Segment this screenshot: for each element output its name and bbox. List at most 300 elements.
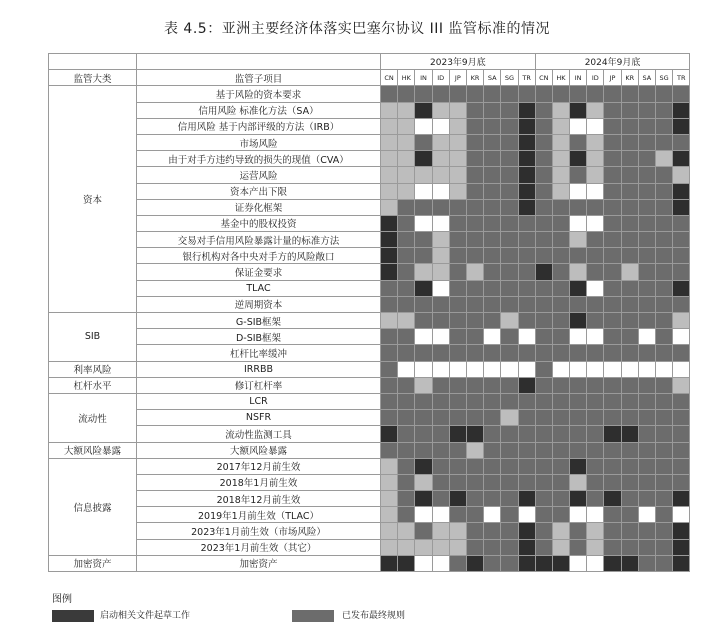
status-cell — [673, 426, 690, 442]
status-cell — [552, 361, 569, 377]
status-cell — [638, 248, 655, 264]
status-cell — [535, 313, 552, 329]
status-cell — [466, 199, 483, 215]
status-cell — [449, 167, 466, 183]
status-cell — [484, 183, 501, 199]
country-header: SG — [501, 70, 518, 86]
status-cell — [570, 539, 587, 555]
item-cell: 基于风险的资本要求 — [137, 86, 381, 102]
table-row — [49, 393, 690, 409]
status-cell — [570, 361, 587, 377]
status-cell — [398, 248, 415, 264]
status-cell — [621, 361, 638, 377]
status-cell — [484, 393, 501, 409]
status-cell — [604, 118, 621, 134]
country-header: TR — [673, 70, 690, 86]
status-cell — [466, 426, 483, 442]
status-cell — [501, 102, 518, 118]
table-row — [49, 426, 690, 442]
status-cell — [432, 539, 449, 555]
status-cell — [535, 86, 552, 102]
status-cell — [484, 377, 501, 393]
status-cell — [570, 151, 587, 167]
status-cell — [587, 199, 604, 215]
status-cell — [518, 523, 535, 539]
status-cell — [604, 134, 621, 150]
status-cell — [398, 167, 415, 183]
status-cell — [501, 280, 518, 296]
status-cell — [621, 410, 638, 426]
status-cell — [570, 507, 587, 523]
status-cell — [381, 442, 398, 458]
status-cell — [466, 491, 483, 507]
status-cell — [398, 329, 415, 345]
status-cell — [501, 264, 518, 280]
table-row — [49, 118, 690, 134]
table-row — [49, 539, 690, 555]
status-cell — [535, 134, 552, 150]
status-cell — [535, 280, 552, 296]
status-cell — [638, 151, 655, 167]
status-cell — [638, 442, 655, 458]
status-cell — [673, 442, 690, 458]
status-cell — [381, 458, 398, 474]
status-cell — [570, 102, 587, 118]
country-header: SG — [656, 70, 673, 86]
status-cell — [398, 183, 415, 199]
status-cell — [656, 86, 673, 102]
status-cell — [466, 167, 483, 183]
status-cell — [484, 491, 501, 507]
status-cell — [604, 393, 621, 409]
item-cell: 保证金要求 — [137, 264, 381, 280]
status-cell — [552, 377, 569, 393]
country-header: CN — [381, 70, 398, 86]
status-cell — [432, 280, 449, 296]
status-cell — [535, 555, 552, 571]
country-header: ID — [587, 70, 604, 86]
status-cell — [466, 474, 483, 490]
status-cell — [570, 474, 587, 490]
status-cell — [398, 280, 415, 296]
status-cell — [535, 507, 552, 523]
status-cell — [415, 183, 432, 199]
status-cell — [449, 507, 466, 523]
status-cell — [415, 134, 432, 150]
status-cell — [621, 296, 638, 312]
status-cell — [501, 377, 518, 393]
status-cell — [432, 393, 449, 409]
status-cell — [673, 118, 690, 134]
status-cell — [432, 507, 449, 523]
table-row — [49, 377, 690, 393]
table-row — [49, 183, 690, 199]
status-cell — [621, 377, 638, 393]
status-cell — [673, 167, 690, 183]
item-cell: 2017年12月前生效 — [137, 458, 381, 474]
status-cell — [501, 183, 518, 199]
status-cell — [656, 151, 673, 167]
status-cell — [656, 507, 673, 523]
status-cell — [381, 474, 398, 490]
status-cell — [673, 523, 690, 539]
status-cell — [621, 280, 638, 296]
status-cell — [484, 507, 501, 523]
status-cell — [656, 393, 673, 409]
table-row — [49, 507, 690, 523]
status-cell — [587, 215, 604, 231]
status-cell — [535, 458, 552, 474]
status-cell — [449, 329, 466, 345]
status-cell — [673, 248, 690, 264]
item-cell: 2023年1月前生效（其它） — [137, 539, 381, 555]
status-cell — [604, 491, 621, 507]
status-cell — [638, 199, 655, 215]
item-cell: 杠杆比率缓冲 — [137, 345, 381, 361]
status-cell — [398, 151, 415, 167]
status-cell — [381, 264, 398, 280]
status-cell — [484, 215, 501, 231]
status-cell — [398, 491, 415, 507]
status-cell — [673, 458, 690, 474]
status-cell — [656, 361, 673, 377]
status-cell — [466, 345, 483, 361]
status-cell — [621, 523, 638, 539]
status-cell — [432, 442, 449, 458]
status-cell — [415, 361, 432, 377]
status-cell — [535, 232, 552, 248]
status-cell — [398, 199, 415, 215]
status-cell — [466, 442, 483, 458]
status-cell — [604, 215, 621, 231]
table-row — [49, 264, 690, 280]
status-cell — [381, 183, 398, 199]
status-cell — [484, 102, 501, 118]
status-cell — [638, 555, 655, 571]
status-cell — [415, 264, 432, 280]
table-row — [49, 199, 690, 215]
status-cell — [398, 555, 415, 571]
status-cell — [656, 296, 673, 312]
status-cell — [656, 410, 673, 426]
column-header-row — [49, 70, 690, 86]
status-cell — [604, 442, 621, 458]
status-cell — [552, 248, 569, 264]
status-cell — [449, 118, 466, 134]
status-cell — [518, 118, 535, 134]
status-cell — [466, 329, 483, 345]
status-cell — [381, 167, 398, 183]
status-cell — [501, 410, 518, 426]
status-cell — [415, 248, 432, 264]
status-cell — [673, 215, 690, 231]
status-cell — [518, 199, 535, 215]
status-cell — [484, 555, 501, 571]
status-cell — [638, 118, 655, 134]
table-row — [49, 232, 690, 248]
status-cell — [381, 313, 398, 329]
status-cell — [398, 523, 415, 539]
status-cell — [621, 329, 638, 345]
status-cell — [604, 232, 621, 248]
status-cell — [449, 523, 466, 539]
status-cell — [570, 280, 587, 296]
status-cell — [466, 183, 483, 199]
status-cell — [604, 329, 621, 345]
status-cell — [570, 345, 587, 361]
status-cell — [621, 118, 638, 134]
status-cell — [638, 345, 655, 361]
status-cell — [673, 134, 690, 150]
status-cell — [466, 458, 483, 474]
status-cell — [656, 134, 673, 150]
status-cell — [518, 102, 535, 118]
status-cell — [501, 329, 518, 345]
status-cell — [621, 491, 638, 507]
status-cell — [552, 151, 569, 167]
table-row — [49, 134, 690, 150]
status-cell — [638, 458, 655, 474]
status-cell — [466, 86, 483, 102]
status-cell — [432, 183, 449, 199]
status-cell — [570, 458, 587, 474]
status-cell — [535, 361, 552, 377]
status-cell — [415, 215, 432, 231]
status-cell — [466, 361, 483, 377]
table-row — [49, 361, 690, 377]
status-cell — [398, 296, 415, 312]
status-cell — [501, 539, 518, 555]
status-cell — [587, 329, 604, 345]
status-cell — [621, 151, 638, 167]
status-cell — [673, 474, 690, 490]
legend-label-final: 已发布最终规则 — [342, 611, 406, 621]
status-cell — [552, 410, 569, 426]
status-cell — [449, 183, 466, 199]
status-cell — [570, 377, 587, 393]
status-cell — [518, 151, 535, 167]
country-header: JP — [449, 70, 466, 86]
status-cell — [415, 491, 432, 507]
table-row — [49, 345, 690, 361]
status-cell — [587, 102, 604, 118]
item-cell: 信用风险 标准化方法（SA） — [137, 102, 381, 118]
status-cell — [535, 199, 552, 215]
status-cell — [466, 539, 483, 555]
status-cell — [466, 296, 483, 312]
status-cell — [587, 167, 604, 183]
status-cell — [587, 134, 604, 150]
status-cell — [621, 313, 638, 329]
item-cell: 运营风险 — [137, 167, 381, 183]
status-cell — [432, 426, 449, 442]
status-cell — [381, 426, 398, 442]
item-cell: 2019年1月前生效（TLAC） — [137, 507, 381, 523]
status-cell — [656, 215, 673, 231]
status-cell — [656, 280, 673, 296]
implementation-table — [48, 53, 690, 572]
status-cell — [621, 215, 638, 231]
category-header: 监管大类 — [49, 70, 137, 86]
status-cell — [518, 86, 535, 102]
status-cell — [604, 539, 621, 555]
status-cell — [484, 280, 501, 296]
status-cell — [415, 523, 432, 539]
status-cell — [449, 474, 466, 490]
status-cell — [621, 442, 638, 458]
status-cell — [570, 199, 587, 215]
status-cell — [466, 248, 483, 264]
status-cell — [501, 426, 518, 442]
status-cell — [604, 410, 621, 426]
status-cell — [432, 458, 449, 474]
status-cell — [673, 393, 690, 409]
status-cell — [638, 410, 655, 426]
status-cell — [570, 491, 587, 507]
status-cell — [587, 377, 604, 393]
item-cell: 流动性监测工具 — [137, 426, 381, 442]
item-cell: D-SIB框架 — [137, 329, 381, 345]
status-cell — [570, 426, 587, 442]
item-cell: 2023年1月前生效（市场风险） — [137, 523, 381, 539]
table-row — [49, 296, 690, 312]
item-cell: 信用风险 基于内部评级的方法（IRB） — [137, 118, 381, 134]
status-cell — [518, 361, 535, 377]
status-cell — [535, 491, 552, 507]
status-cell — [518, 458, 535, 474]
status-cell — [432, 474, 449, 490]
status-cell — [552, 167, 569, 183]
status-cell — [535, 377, 552, 393]
table-row — [49, 491, 690, 507]
status-cell — [381, 86, 398, 102]
item-cell: IRRBB — [137, 361, 381, 377]
status-cell — [587, 442, 604, 458]
status-cell — [570, 167, 587, 183]
status-cell — [535, 393, 552, 409]
status-cell — [673, 232, 690, 248]
status-cell — [381, 280, 398, 296]
status-cell — [604, 377, 621, 393]
status-cell — [638, 134, 655, 150]
status-cell — [415, 232, 432, 248]
item-cell: 2018年1月前生效 — [137, 474, 381, 490]
category-cell: 杠杆水平 — [49, 377, 137, 393]
status-cell — [415, 280, 432, 296]
status-cell — [466, 118, 483, 134]
status-cell — [518, 134, 535, 150]
status-cell — [552, 232, 569, 248]
status-cell — [673, 264, 690, 280]
status-cell — [570, 183, 587, 199]
status-cell — [501, 507, 518, 523]
status-cell — [535, 523, 552, 539]
status-cell — [552, 296, 569, 312]
status-cell — [587, 280, 604, 296]
item-cell: 由于对手方违约导致的损失的现值（CVA） — [137, 151, 381, 167]
blank-header — [49, 54, 137, 70]
status-cell — [656, 491, 673, 507]
status-cell — [484, 539, 501, 555]
category-cell: 信息披露 — [49, 458, 137, 555]
country-header: HK — [552, 70, 569, 86]
status-cell — [432, 102, 449, 118]
country-header: JP — [604, 70, 621, 86]
status-cell — [398, 377, 415, 393]
status-cell — [432, 377, 449, 393]
status-cell — [518, 474, 535, 490]
status-cell — [501, 361, 518, 377]
status-cell — [638, 361, 655, 377]
table-row — [49, 151, 690, 167]
status-cell — [501, 215, 518, 231]
status-cell — [449, 345, 466, 361]
status-cell — [415, 539, 432, 555]
status-cell — [415, 118, 432, 134]
status-cell — [587, 458, 604, 474]
status-cell — [449, 264, 466, 280]
status-cell — [552, 215, 569, 231]
status-cell — [415, 474, 432, 490]
status-cell — [673, 86, 690, 102]
status-cell — [638, 280, 655, 296]
status-cell — [604, 183, 621, 199]
table-row — [49, 280, 690, 296]
status-cell — [484, 329, 501, 345]
status-cell — [415, 313, 432, 329]
status-cell — [587, 313, 604, 329]
status-cell — [638, 474, 655, 490]
status-cell — [638, 296, 655, 312]
status-cell — [501, 86, 518, 102]
status-cell — [518, 280, 535, 296]
status-cell — [552, 523, 569, 539]
status-cell — [638, 329, 655, 345]
status-cell — [656, 118, 673, 134]
status-cell — [415, 393, 432, 409]
status-cell — [398, 134, 415, 150]
status-cell — [656, 474, 673, 490]
status-cell — [449, 151, 466, 167]
status-cell — [638, 232, 655, 248]
status-cell — [415, 329, 432, 345]
status-cell — [535, 426, 552, 442]
status-cell — [518, 442, 535, 458]
status-cell — [587, 507, 604, 523]
status-cell — [621, 102, 638, 118]
status-cell — [432, 118, 449, 134]
status-cell — [381, 491, 398, 507]
country-header: IN — [415, 70, 432, 86]
status-cell — [381, 555, 398, 571]
status-cell — [535, 151, 552, 167]
status-cell — [466, 151, 483, 167]
status-cell — [570, 118, 587, 134]
status-cell — [381, 377, 398, 393]
status-cell — [656, 442, 673, 458]
status-cell — [656, 183, 673, 199]
period-2023: 2023年9月底 — [381, 54, 536, 70]
status-cell — [656, 167, 673, 183]
status-cell — [673, 507, 690, 523]
status-cell — [656, 329, 673, 345]
status-cell — [449, 410, 466, 426]
item-cell: 证券化框架 — [137, 199, 381, 215]
status-cell — [621, 507, 638, 523]
status-cell — [638, 102, 655, 118]
status-cell — [449, 296, 466, 312]
status-cell — [535, 296, 552, 312]
